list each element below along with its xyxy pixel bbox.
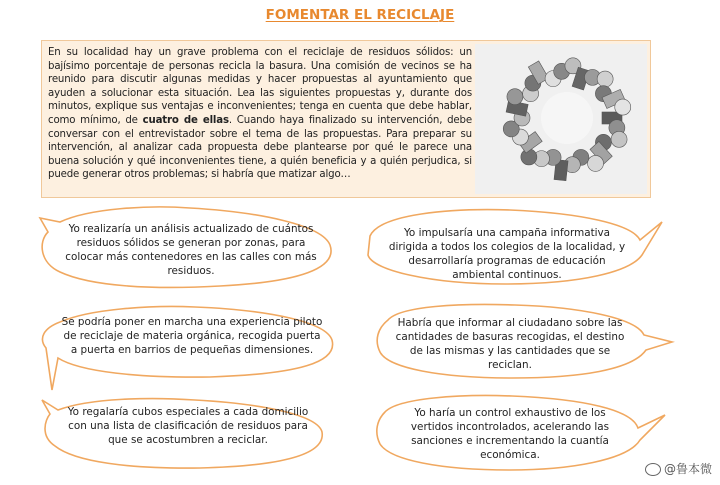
proposal-text-5: Yo regalaría cubos especiales a cada domicilio con una lista de clasificación de residuos para que se acostumbren a reciclar.	[67, 406, 309, 446]
proposal-text-3: Se podría poner en marcha una experiencia piloto de reciclaje de materia orgánica, recogida puerta a puerta en barrios de pequeñas dimensiones.	[61, 316, 323, 356]
watermark: @鲁本微	[645, 460, 712, 477]
proposal-text-4: Habría que informar al ciudadano sobre las cantidades de basuras recogidas, el destino de las mismas y las cantidades que se reciclan.	[395, 317, 625, 371]
proposal-text-6: Yo haría un control exhaustivo de los vertidos incontrolados, acelerando las sanciones e incrementando la cuantía económica.	[410, 407, 610, 461]
intro-text: En su localidad hay un grave problema con el reciclaje de residuos sólidos: un bajísimo porcentaje de personas recicla la basura. Una comisión de vecinos se ha reunido para discutir algunas medidas y hacer propuestas al ayuntamiento que ayuden a solucionar esta situación. Lea las siguientes propuestas y, durante dos minutos, explique sus ventajas e inconvenientes; tenga en cuenta que debe hablar, como mínimo, de cuatro de ellas. Cuando haya finalizado su intervención, debe conversar con el entrevistador sobre el tema de las propuestas. Para preparar su intervención, al analizar cada propuesta debe plantearse por qué le parece una buena solución y qué inconvenientes tiene, a quién beneficia y a quién perjudica, si puede generar otros problemas; si habría que matizar algo…	[48, 47, 472, 181]
weibo-icon	[645, 463, 661, 476]
proposal-text-1: Yo realizaría un análisis actualizado de cuántos residuos sólidos se generan por zonas, para colocar más contenedores en las calles con más residuos.	[65, 223, 317, 277]
proposal-text-2: Yo impulsaría una campaña informativa dirigida a todos los colegios de la localidad, y desarrollaría programas de educación ambiental continuos.	[388, 227, 626, 281]
page-title: FOMENTAR EL RECICLAJE	[265, 7, 455, 23]
